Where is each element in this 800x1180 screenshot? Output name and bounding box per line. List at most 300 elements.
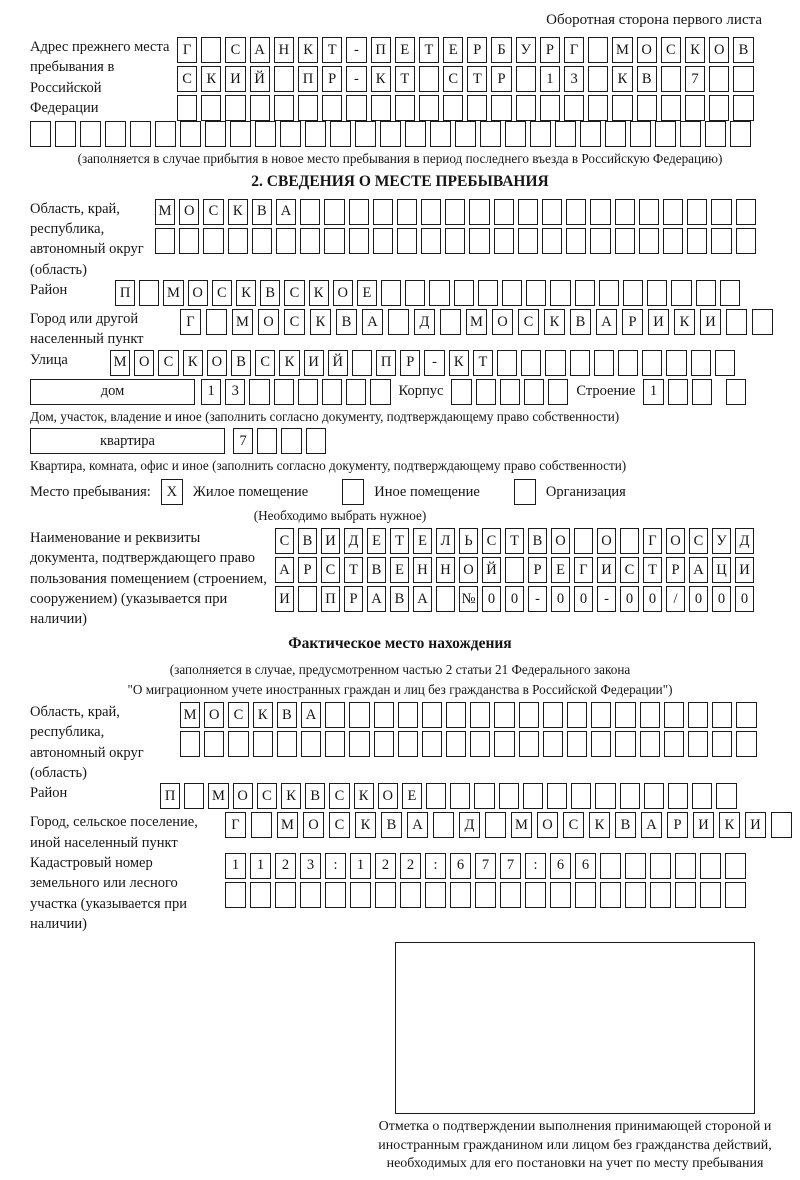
char-cell: О — [258, 309, 279, 335]
char-cell: И — [735, 557, 754, 583]
char-cell — [201, 95, 221, 121]
char-cell — [250, 882, 271, 908]
actual-city-block — [30, 812, 770, 853]
char-cell — [650, 882, 671, 908]
char-cell: : — [525, 853, 546, 879]
char-cell: С — [203, 199, 223, 225]
option-organization-label: Организация — [545, 483, 626, 500]
char-cell: Г — [574, 557, 593, 583]
actual-district-label: Район — [30, 785, 68, 802]
char-cell: - — [424, 350, 444, 376]
section2-title: 2. СВЕДЕНИЯ О МЕСТЕ ПРЕБЫВАНИЯ — [251, 172, 549, 190]
char-cell — [715, 350, 735, 376]
char-cell: 2 — [400, 853, 421, 879]
char-cell — [548, 379, 568, 405]
char-cell — [736, 731, 756, 757]
char-cell — [205, 121, 226, 147]
house-box-label: дом — [30, 379, 195, 405]
char-cell: Г — [225, 812, 246, 838]
actual-region-row-2 — [180, 731, 757, 757]
char-cell — [620, 528, 639, 554]
char-cell — [725, 882, 746, 908]
char-cell: 1 — [350, 853, 371, 879]
char-cell — [505, 557, 524, 583]
char-cell: К — [183, 350, 203, 376]
char-cell: О — [459, 557, 478, 583]
char-cell: А — [413, 586, 432, 612]
char-cell — [475, 882, 496, 908]
char-cell — [177, 95, 197, 121]
char-cell: В — [277, 702, 297, 728]
char-cell — [655, 121, 676, 147]
district-label: Район — [30, 282, 68, 298]
prev-address-row-1 — [177, 37, 754, 63]
place-type-row — [30, 479, 770, 505]
char-cell — [687, 228, 707, 254]
char-cell: А — [407, 812, 428, 838]
char-cell — [469, 199, 489, 225]
char-cell — [523, 783, 543, 809]
char-cell — [494, 702, 514, 728]
char-cell: А — [367, 586, 386, 612]
char-cell: К — [298, 37, 318, 63]
char-cell — [380, 121, 401, 147]
region-block — [30, 199, 770, 280]
char-cell — [419, 95, 439, 121]
char-cell: Д — [344, 528, 363, 554]
region-label: Область, край, республика, автономный округ (область) — [30, 200, 144, 278]
char-cell — [644, 783, 664, 809]
char-cell — [605, 121, 626, 147]
char-cell — [330, 121, 351, 147]
prev-address-block — [30, 37, 770, 121]
char-cell: И — [700, 309, 721, 335]
char-cell: О — [333, 280, 353, 306]
char-cell — [639, 228, 659, 254]
char-cell — [664, 702, 684, 728]
char-cell: 3 — [225, 379, 245, 405]
char-cell — [281, 428, 301, 454]
char-cell: Р — [666, 557, 685, 583]
char-cell: Т — [505, 528, 524, 554]
char-cell: Е — [390, 557, 409, 583]
document-row-3 — [275, 586, 754, 612]
char-cell: Н — [274, 37, 294, 63]
house-extra-cell — [726, 379, 746, 405]
char-cell: В — [367, 557, 386, 583]
char-cell — [709, 95, 729, 121]
char-cell: К — [309, 280, 329, 306]
char-cell — [276, 228, 296, 254]
char-cell — [591, 702, 611, 728]
char-cell — [518, 228, 538, 254]
cadastre-label: Кадастровый номер земельного или лесного участка (указывается при наличии) — [30, 854, 187, 932]
char-cell — [398, 731, 418, 757]
char-cell — [640, 702, 660, 728]
char-cell: С — [225, 37, 245, 63]
char-cell: Т — [467, 66, 487, 92]
char-cell — [500, 379, 520, 405]
char-cell: И — [597, 557, 616, 583]
char-cell: У — [712, 528, 731, 554]
char-cell — [675, 882, 696, 908]
char-cell — [518, 199, 538, 225]
char-cell — [700, 882, 721, 908]
char-cell: Д — [735, 528, 754, 554]
char-cell: О — [134, 350, 154, 376]
char-cell: Н — [413, 557, 432, 583]
char-cell: А — [596, 309, 617, 335]
char-cell: Б — [491, 37, 511, 63]
char-cell: Р — [322, 66, 342, 92]
actual-location-note-2: "О миграционном учете иностранных граждан и лиц без гражданства в Российской Федерации") — [127, 682, 673, 698]
char-cell: 1 — [250, 853, 271, 879]
char-cell — [155, 228, 175, 254]
char-cell: И — [225, 66, 245, 92]
char-cell: О — [666, 528, 685, 554]
char-cell: С — [443, 66, 463, 92]
char-cell: С — [482, 528, 501, 554]
char-cell — [580, 121, 601, 147]
char-cell: О — [188, 280, 208, 306]
char-cell: Д — [414, 309, 435, 335]
char-cell — [446, 702, 466, 728]
char-cell: : — [425, 853, 446, 879]
char-cell — [250, 95, 270, 121]
char-cell — [201, 37, 221, 63]
char-cell — [680, 121, 701, 147]
char-cell: 6 — [550, 853, 571, 879]
char-cell — [752, 309, 773, 335]
char-cell: Е — [551, 557, 570, 583]
char-cell — [494, 199, 514, 225]
char-cell: 0 — [643, 586, 662, 612]
char-cell: 3 — [564, 66, 584, 92]
char-cell — [716, 783, 736, 809]
char-cell — [663, 199, 683, 225]
char-cell: 7 — [233, 428, 253, 454]
char-cell — [470, 702, 490, 728]
prev-address-label: Адрес прежнего места пребывания в Российской Федерации — [30, 39, 170, 116]
char-cell — [421, 228, 441, 254]
char-cell: О — [378, 783, 398, 809]
char-cell — [566, 228, 586, 254]
korpus-cells — [451, 379, 568, 405]
char-cell: - — [528, 586, 547, 612]
char-cell: О — [597, 528, 616, 554]
char-cell: В — [615, 812, 636, 838]
district-block — [30, 280, 770, 309]
char-cell: - — [597, 586, 616, 612]
char-cell — [443, 95, 463, 121]
char-cell — [497, 350, 517, 376]
char-cell: И — [693, 812, 714, 838]
char-cell — [325, 882, 346, 908]
actual-city-row — [225, 812, 792, 838]
char-cell — [451, 379, 471, 405]
char-cell — [666, 350, 686, 376]
char-cell: М — [277, 812, 298, 838]
street-block — [30, 350, 770, 379]
char-cell — [599, 280, 619, 306]
char-cell — [600, 853, 621, 879]
char-cell — [371, 95, 391, 121]
char-cell — [542, 228, 562, 254]
char-cell: В — [733, 37, 753, 63]
char-cell: Т — [390, 528, 409, 554]
char-cell: К — [310, 309, 331, 335]
char-cell — [422, 731, 442, 757]
char-cell: П — [376, 350, 396, 376]
actual-region-block — [30, 702, 770, 783]
char-cell: 3 — [300, 853, 321, 879]
char-cell: О — [637, 37, 657, 63]
char-cell — [325, 731, 345, 757]
char-cell — [692, 783, 712, 809]
char-cell — [322, 379, 342, 405]
page-side-note: Оборотная сторона первого листа — [546, 12, 762, 28]
char-cell: В — [260, 280, 280, 306]
char-cell — [712, 702, 732, 728]
char-cell: А — [250, 37, 270, 63]
char-cell — [615, 702, 635, 728]
char-cell — [571, 783, 591, 809]
char-cell: А — [641, 812, 662, 838]
document-block — [30, 528, 770, 629]
char-cell: К — [236, 280, 256, 306]
char-cell: К — [281, 783, 301, 809]
char-cell — [591, 731, 611, 757]
char-cell: К — [201, 66, 221, 92]
char-cell — [398, 702, 418, 728]
char-cell: Ц — [712, 557, 731, 583]
char-cell: О — [709, 37, 729, 63]
char-cell — [516, 95, 536, 121]
char-cell: 2 — [275, 853, 296, 879]
option-residential-label: Жилое помещение — [192, 483, 309, 500]
char-cell — [625, 853, 646, 879]
char-cell — [374, 731, 394, 757]
char-cell — [274, 66, 294, 92]
char-cell — [349, 731, 369, 757]
char-cell: Й — [250, 66, 270, 92]
actual-location-note-1: (заполняется в случае, предусмотренном частью 2 статьи 21 Федерального закона — [169, 661, 631, 677]
char-cell — [446, 731, 466, 757]
char-cell — [516, 66, 536, 92]
char-cell: 1 — [225, 853, 246, 879]
char-cell: К — [685, 37, 705, 63]
char-cell — [352, 350, 372, 376]
prev-address-row-2 — [177, 66, 754, 92]
char-cell: А — [362, 309, 383, 335]
char-cell — [491, 95, 511, 121]
char-cell — [397, 199, 417, 225]
char-cell — [421, 199, 441, 225]
char-cell — [301, 731, 321, 757]
char-cell: П — [160, 783, 180, 809]
house-note: Дом, участок, владение и иное (заполнить согласно документу, подтверждающему право собственности) — [30, 408, 620, 424]
char-cell — [230, 121, 251, 147]
char-cell: С — [255, 350, 275, 376]
char-cell — [450, 783, 470, 809]
char-cell — [324, 228, 344, 254]
char-cell — [180, 731, 200, 757]
char-cell: С — [275, 528, 294, 554]
char-cell — [696, 280, 716, 306]
char-cell — [691, 350, 711, 376]
char-cell — [685, 95, 705, 121]
char-cell: О — [303, 812, 324, 838]
checkbox-residential: X — [161, 479, 183, 505]
char-cell: А — [275, 557, 294, 583]
char-cell: 0 — [482, 586, 501, 612]
char-cell: 0 — [689, 586, 708, 612]
char-cell — [445, 228, 465, 254]
char-cell — [542, 199, 562, 225]
char-cell — [588, 95, 608, 121]
char-cell — [661, 66, 681, 92]
char-cell — [671, 280, 691, 306]
char-cell: М — [466, 309, 487, 335]
char-cell: М — [612, 37, 632, 63]
char-cell: Е — [367, 528, 386, 554]
apartment-box-label: квартира — [30, 428, 225, 454]
char-cell — [688, 702, 708, 728]
char-cell — [620, 783, 640, 809]
char-cell — [588, 66, 608, 92]
char-cell — [476, 379, 496, 405]
char-cell — [454, 280, 474, 306]
char-cell — [280, 121, 301, 147]
char-cell — [105, 121, 126, 147]
char-cell — [405, 280, 425, 306]
char-cell — [615, 199, 635, 225]
char-cell — [618, 350, 638, 376]
char-cell: В — [637, 66, 657, 92]
char-cell — [505, 121, 526, 147]
char-cell: К — [449, 350, 469, 376]
char-cell: К — [228, 199, 248, 225]
char-cell — [225, 882, 246, 908]
char-cell — [179, 228, 199, 254]
char-cell — [730, 121, 751, 147]
char-cell: 7 — [500, 853, 521, 879]
char-cell: К — [371, 66, 391, 92]
char-cell — [375, 882, 396, 908]
char-cell — [612, 95, 632, 121]
char-cell — [180, 121, 201, 147]
char-cell — [725, 853, 746, 879]
actual-region-label: Область, край, республика, автономный округ (область) — [30, 704, 144, 782]
char-cell: И — [745, 812, 766, 838]
char-cell — [640, 731, 660, 757]
actual-district-block — [30, 783, 770, 812]
char-cell — [433, 812, 454, 838]
char-cell — [567, 731, 587, 757]
char-cell: / — [666, 586, 685, 612]
char-cell: О — [204, 702, 224, 728]
document-row-1 — [275, 528, 754, 554]
char-cell — [570, 350, 590, 376]
char-cell: - — [346, 37, 366, 63]
char-cell — [277, 731, 297, 757]
char-cell — [530, 121, 551, 147]
char-cell: М — [208, 783, 228, 809]
char-cell — [736, 199, 756, 225]
char-cell: Г — [643, 528, 662, 554]
char-cell — [228, 228, 248, 254]
actual-district-row — [160, 783, 737, 809]
char-cell: Ь — [459, 528, 478, 554]
char-cell — [567, 702, 587, 728]
char-cell — [370, 379, 390, 405]
char-cell: Т — [419, 37, 439, 63]
char-cell: 0 — [712, 586, 731, 612]
stamp-box-note: Отметка о подтверждении выполнения принимающей стороной и иностранным гражданином или лицом без гражданства действий, необходимых для его постановки на учет по месту пребывания — [378, 1119, 772, 1172]
char-cell — [30, 121, 51, 147]
char-cell: А — [276, 199, 296, 225]
city-row — [180, 309, 773, 335]
char-cell — [519, 702, 539, 728]
char-cell — [594, 350, 614, 376]
char-cell — [550, 882, 571, 908]
char-cell — [469, 228, 489, 254]
char-cell: 7 — [475, 853, 496, 879]
place-type-note: (Необходимо выбрать нужное) — [253, 508, 427, 524]
char-cell — [274, 95, 294, 121]
char-cell: 6 — [450, 853, 471, 879]
prev-address-note: (заполняется в случае прибытия в новое место пребывания в период последнего въезда в Российскую Федерацию) — [77, 151, 723, 166]
cadastre-row-2 — [225, 882, 746, 908]
char-cell: № — [459, 586, 478, 612]
char-cell: С — [563, 812, 584, 838]
document-row-2 — [275, 557, 754, 583]
char-cell: Е — [395, 37, 415, 63]
char-cell: П — [115, 280, 135, 306]
char-cell: С — [212, 280, 232, 306]
checkbox-organization — [514, 479, 536, 505]
char-cell — [543, 731, 563, 757]
char-cell: Л — [436, 528, 455, 554]
char-cell: Р — [667, 812, 688, 838]
char-cell — [494, 228, 514, 254]
char-cell — [253, 731, 273, 757]
char-cell — [615, 731, 635, 757]
char-cell — [206, 309, 227, 335]
char-cell: Н — [436, 557, 455, 583]
char-cell — [550, 280, 570, 306]
house-number-cells — [201, 379, 391, 405]
char-cell: К — [589, 812, 610, 838]
char-cell — [639, 199, 659, 225]
char-cell — [349, 199, 369, 225]
korpus-label: Корпус — [398, 383, 444, 400]
char-cell — [519, 731, 539, 757]
cadastre-block — [30, 853, 770, 934]
char-cell — [566, 199, 586, 225]
char-cell — [705, 121, 726, 147]
char-cell — [395, 95, 415, 121]
char-cell — [422, 702, 442, 728]
char-cell: С — [321, 557, 340, 583]
char-cell: 1 — [201, 379, 221, 405]
actual-region-rows — [180, 702, 757, 760]
char-cell: М — [155, 199, 175, 225]
char-cell — [736, 702, 756, 728]
char-cell: К — [612, 66, 632, 92]
char-cell — [324, 199, 344, 225]
char-cell — [474, 783, 494, 809]
